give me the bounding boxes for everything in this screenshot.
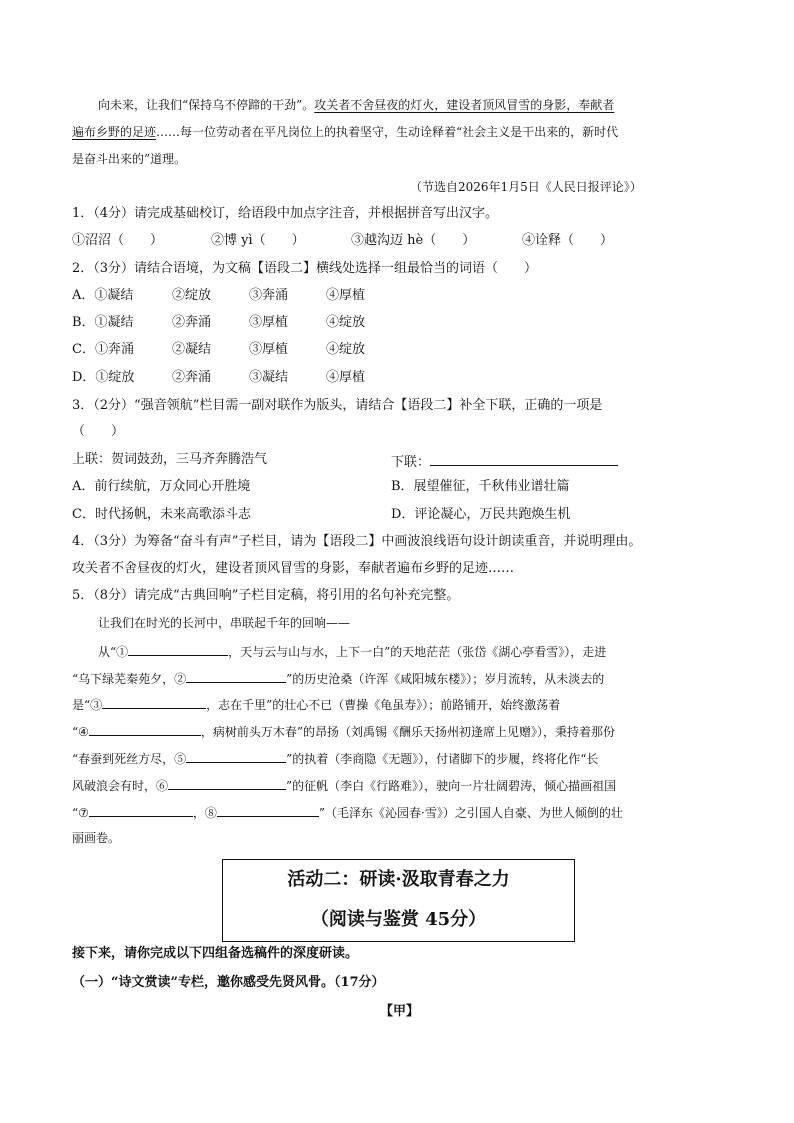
section-intro: 接下来，请你完成以下四组备选稿件的深度研读。 bbox=[72, 946, 359, 961]
quote-text: ”的征帆（李白《行路难》），驶向一片壮阔碧涛，倾心描画祖国 bbox=[286, 779, 617, 793]
quote-text: “⑦ bbox=[72, 806, 89, 820]
option-word: ③厚植 bbox=[249, 315, 289, 330]
fill-blank-7[interactable] bbox=[89, 802, 193, 817]
quote-text: ，⑧ bbox=[192, 806, 217, 820]
fill-blank-6[interactable] bbox=[168, 775, 286, 790]
question-5-row-1 bbox=[98, 641, 606, 661]
quote-text: 是“③ bbox=[72, 698, 103, 712]
fill-blank-8[interactable] bbox=[217, 802, 319, 817]
fill-blank-5[interactable] bbox=[186, 748, 286, 763]
option-word: ②奔涌 bbox=[172, 315, 212, 330]
option-word: B．①凝结 bbox=[72, 315, 134, 330]
passage-line-3: 是奋斗出来的”道理。 bbox=[72, 152, 187, 166]
quote-text: ”（毛泽东《沁园春·雪》）之引国人自豪、为世人倾倒的壮 bbox=[318, 806, 623, 820]
question-3-option-a: A．前行续航，万众同心开胜境 bbox=[72, 479, 251, 494]
couplet-lower-blank[interactable] bbox=[430, 451, 618, 466]
question-3-option-b: B．展望催征，千秋伟业谱壮篇 bbox=[391, 479, 570, 494]
couplet-upper: 上联：贺词鼓劲，三马齐奔腾浩气 bbox=[72, 452, 268, 467]
option-word: ③奔涌 bbox=[249, 288, 289, 303]
quote-text: 风破浪会有时，⑥ bbox=[72, 779, 169, 793]
question-5-row-4 bbox=[72, 721, 615, 741]
fill-blank-4[interactable] bbox=[89, 721, 201, 736]
question-3-stem: 3．（2分）“强音领航”栏目需一副对联作为版头，请结合【语段二】补全下联，正确的一项是 bbox=[72, 398, 603, 413]
quote-text: “春蚕到死丝方尽，⑤ bbox=[72, 752, 187, 766]
question-5-row-6 bbox=[72, 775, 616, 795]
question-2-option-c bbox=[72, 341, 366, 359]
option-word: ④绽放 bbox=[326, 342, 366, 357]
question-5-stem: 5．（8分）请完成“古典回响”子栏目定稿，将引用的名句补充完整。 bbox=[72, 588, 460, 603]
option-word: ②奔涌 bbox=[172, 370, 212, 385]
activity-title-box bbox=[222, 859, 575, 942]
passage-source: （节选自2026年1月5日《人民日报评论》） bbox=[410, 180, 642, 194]
option-word: ②凝结 bbox=[172, 342, 212, 357]
question-4-stem: 4．（3分）为筹备“奋斗有声”子栏目，请为【语段二】中画波浪线语句设计朗读重音，并说明理由。 bbox=[72, 534, 642, 549]
option-word: ②绽放 bbox=[172, 288, 212, 303]
underlined-text: 攻关者不舍昼夜的灯火，建设者顶风冒雪的身影，奉献者 bbox=[314, 98, 615, 112]
passage-marker-jia: 【甲】 bbox=[380, 1004, 420, 1019]
passage-text: 向未来，让我们“保持乌不停蹄的干劲”。 bbox=[98, 98, 315, 112]
option-word: C．①奔涌 bbox=[72, 342, 134, 357]
question-3-paren: （ ） bbox=[72, 424, 125, 439]
option-word: ③厚植 bbox=[249, 342, 289, 357]
question-5-row-7 bbox=[72, 802, 623, 822]
quote-text: 从“① bbox=[98, 645, 129, 659]
question-2-option-a bbox=[72, 287, 366, 305]
option-word: ③凝结 bbox=[249, 370, 289, 385]
question-4-sentence: 攻关者不舍昼夜的灯火，建设者顶风冒雪的身影，奉献者遍布乡野的足迹…… bbox=[72, 561, 515, 576]
passage-text: ……每一位劳动者在平凡岗位上的执着坚守，生动诠释着“社会主义是干出来的，新时代 bbox=[156, 125, 619, 139]
question-3-option-d: D．评论凝心，万民共跑焕生机 bbox=[391, 507, 571, 522]
underlined-text: 遍布乡野的足迹 bbox=[72, 125, 157, 139]
quote-text: ，天与云与山与水，上下一白”的天地茫茫（张岱《湖心亭看雪》），走进 bbox=[228, 645, 607, 659]
option-word: D．①绽放 bbox=[72, 370, 135, 385]
question-5-row-2 bbox=[72, 668, 604, 688]
question-1-item: ②博 yì（ ） bbox=[211, 233, 305, 248]
fill-blank-1[interactable] bbox=[128, 641, 228, 656]
option-word: A．①凝结 bbox=[72, 288, 134, 303]
question-1-stem: 1．（4分）请完成基础校订，给语段中加点字注音，并根据拼音写出汉字。 bbox=[72, 206, 499, 221]
activity-subtitle: （阅读与鉴赏 45分） bbox=[310, 909, 487, 930]
quote-text: “④ bbox=[72, 725, 89, 739]
quote-text: ”的历史沧桑（许浑《咸阳城东楼》）；岁月流转，从未淡去的 bbox=[286, 672, 605, 686]
passage-line-2 bbox=[72, 123, 618, 141]
option-word: ④厚植 bbox=[326, 370, 366, 385]
question-1-item: ①沼沼（ ） bbox=[72, 233, 164, 248]
couplet-lower-label: 下联： bbox=[391, 455, 431, 470]
question-2-stem: 2．（3分）请结合语境，为文稿【语段二】横线处选择一组最恰当的词语（ ） bbox=[72, 261, 538, 276]
question-5-row-8: 丽画卷。 bbox=[72, 831, 121, 845]
question-2-option-b bbox=[72, 314, 366, 332]
fill-blank-2[interactable] bbox=[186, 668, 286, 683]
fill-blank-3[interactable] bbox=[102, 694, 206, 709]
question-5-row-5 bbox=[72, 748, 598, 768]
question-2-option-d bbox=[72, 369, 366, 387]
question-3-option-c: C．时代扬帆，未来高歌添斗志 bbox=[72, 507, 251, 522]
question-5-row-3 bbox=[72, 694, 560, 714]
quote-text: “乌下绿芜秦苑夕，② bbox=[72, 672, 187, 686]
question-5-intro: 让我们在时光的长河中，串联起千年的回响—— bbox=[98, 616, 351, 630]
quote-text: ，志在千里”的壮心不已（曹操《龟虽寿》）；前路铺开，始终激荡着 bbox=[206, 698, 561, 712]
quote-text: ，病树前头万木春”的昂扬（刘禹锡《酬乐天扬州初逢席上见赠》），秉持着那份 bbox=[200, 725, 616, 739]
quote-text: ”的执着（李商隐《无题》），付诸脚下的步履，终将化作“长 bbox=[286, 752, 599, 766]
option-word: ④绽放 bbox=[326, 315, 366, 330]
section-heading: （一）“诗文赏读”专栏，邀你感受先贤风骨。（17分） bbox=[72, 975, 385, 990]
option-word: ④厚植 bbox=[326, 288, 366, 303]
question-1-item: ④诠释（ ） bbox=[522, 233, 614, 248]
passage-line-1 bbox=[98, 96, 614, 114]
question-1-item: ③越沟迈 hè（ ） bbox=[351, 233, 476, 248]
couplet-lower bbox=[391, 451, 618, 472]
activity-title: 活动二：研读·汲取青春之力 bbox=[287, 869, 510, 890]
